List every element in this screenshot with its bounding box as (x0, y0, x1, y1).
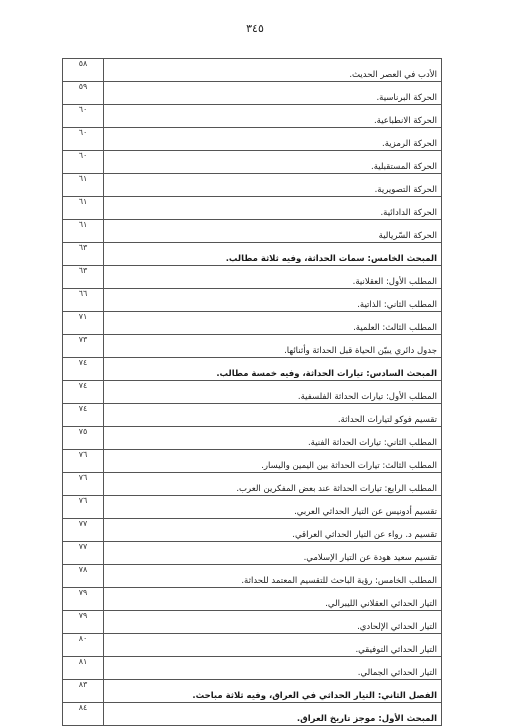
toc-entry-title: تقسيم د. رواء عن التيار الحداثي العراقي. (104, 519, 442, 542)
toc-row (63, 312, 442, 335)
toc-entry-title: المطلب الأول: تيارات الحداثة الفلسفية. (104, 381, 442, 404)
page-number: ٣٤٥ (246, 22, 264, 35)
toc-row (63, 197, 442, 220)
toc-page-number: ٦١ (63, 197, 104, 220)
toc-page-number: ٧٦ (63, 496, 104, 519)
toc-entry-title: المبحث الخامس: سمات الحداثة، وفيه ثلاثة مطالب. (104, 243, 442, 266)
toc-page-number: ٧٧ (63, 519, 104, 542)
toc-row (63, 105, 442, 128)
toc-entry-title: المطلب الأول: العقلانية. (104, 266, 442, 289)
toc-entry-title: المبحث السادس: تيارات الحداثة، وفيه خمسة مطالب. (104, 358, 442, 381)
toc-page-number: ٨٤ (63, 703, 104, 726)
toc-entry-title: التيار الحداثي العقلاني الليبرالي. (104, 588, 442, 611)
toc-row (63, 151, 442, 174)
toc-entry-title: المطلب الثالث: العلمية. (104, 312, 442, 335)
toc-row (63, 174, 442, 197)
toc-entry-title: تقسيم سعيد هودة عن التيار الإسلامي. (104, 542, 442, 565)
toc-row (63, 588, 442, 611)
toc-page-number: ٦١ (63, 220, 104, 243)
toc-page-number: ٦٦ (63, 289, 104, 312)
toc-row (63, 611, 442, 634)
toc-page-number: ٧٣ (63, 335, 104, 358)
toc-row (63, 542, 442, 565)
toc-page-number: ٥٩ (63, 82, 104, 105)
toc-entry-title: الحركة الدادائية. (104, 197, 442, 220)
toc-page-number: ٦٠ (63, 151, 104, 174)
toc-page-number: ٨٠ (63, 634, 104, 657)
toc-row (63, 128, 442, 151)
toc-entry-title: المطلب الرابع: تيارات الحداثة عند بعض المفكرين العرب. (104, 473, 442, 496)
toc-entry-title: المطلب الثاني: الذاتية. (104, 289, 442, 312)
toc-page-number: ٦٠ (63, 128, 104, 151)
toc-page-number: ٧٦ (63, 450, 104, 473)
toc-entry-title: الحركة الرمزية. (104, 128, 442, 151)
toc-entry-title: الأدب في العصر الحديث. (104, 59, 442, 82)
toc-page-number: ٦١ (63, 174, 104, 197)
toc-entry-title: تقسيم أدونيس عن التيار الحداثي العربي. (104, 496, 442, 519)
toc-page-number: ٧١ (63, 312, 104, 335)
toc-row (63, 335, 442, 358)
toc-entry-title: التيار الحداثي الجمالي. (104, 657, 442, 680)
toc-entry-title: الحركة المستقبلية. (104, 151, 442, 174)
toc-row (63, 381, 442, 404)
toc-entry-title: الحركة التصويرية. (104, 174, 442, 197)
toc-row (63, 59, 442, 82)
toc-row (63, 680, 442, 703)
toc-row (63, 473, 442, 496)
toc-row (63, 657, 442, 680)
toc-body (63, 59, 442, 726)
toc-row (63, 220, 442, 243)
toc-entry-title: الفصل الثاني: التيار الحداثي في العراق، وفيه ثلاثة مباحث. (104, 680, 442, 703)
toc-row (63, 404, 442, 427)
toc-page-number: ٧٥ (63, 427, 104, 450)
toc-page-number: ٧٤ (63, 381, 104, 404)
toc-page-number: ٦٣ (63, 243, 104, 266)
toc-row (63, 82, 442, 105)
toc-row (63, 243, 442, 266)
toc-entry-title: المطلب الخامس: رؤية الباحث للتقسيم المعتمد للحداثة. (104, 565, 442, 588)
toc-page-number: ٧٨ (63, 565, 104, 588)
toc-page-number: ٥٨ (63, 59, 104, 82)
toc-entry-title: المبحث الأول: موجز تاريخ العراق. (104, 703, 442, 726)
toc-entry-title: جدول دائري يبيّن الحياة قبل الحداثة وأثنائها. (104, 335, 442, 358)
toc-entry-title: الحركة السّريالية (104, 220, 442, 243)
toc-page-number: ٨٣ (63, 680, 104, 703)
toc-entry-title: الحركة الانطباعية. (104, 105, 442, 128)
toc-page-number: ٧٩ (63, 588, 104, 611)
table-of-contents (62, 58, 442, 726)
toc-entry-title: تقسيم فوكو لتيارات الحداثة. (104, 404, 442, 427)
toc-row (63, 703, 442, 726)
toc-row (63, 496, 442, 519)
toc-entry-title: التيار الحداثي التوفيقي. (104, 634, 442, 657)
toc-page-number: ٧٦ (63, 473, 104, 496)
toc-page-number: ٦٠ (63, 105, 104, 128)
toc-entry-title: الحركة البرناسية. (104, 82, 442, 105)
toc-row (63, 565, 442, 588)
toc-entry-title: المطلب الثاني: تيارات الحداثة الفنية. (104, 427, 442, 450)
toc-row (63, 289, 442, 312)
toc-page-number: ٦٣ (63, 266, 104, 289)
toc-entry-title: المطلب الثالث: تيارات الحداثة بين اليمين واليسار. (104, 450, 442, 473)
toc-row (63, 427, 442, 450)
toc-row (63, 450, 442, 473)
toc-page-number: ٧٤ (63, 404, 104, 427)
toc-row (63, 266, 442, 289)
toc-page-number: ٧٩ (63, 611, 104, 634)
toc-page-number: ٧٤ (63, 358, 104, 381)
toc-page-number: ٨١ (63, 657, 104, 680)
toc-page-number: ٧٧ (63, 542, 104, 565)
toc-row (63, 634, 442, 657)
toc-entry-title: التيار الحداثي الإلحادي. (104, 611, 442, 634)
toc-row (63, 519, 442, 542)
toc-row (63, 358, 442, 381)
